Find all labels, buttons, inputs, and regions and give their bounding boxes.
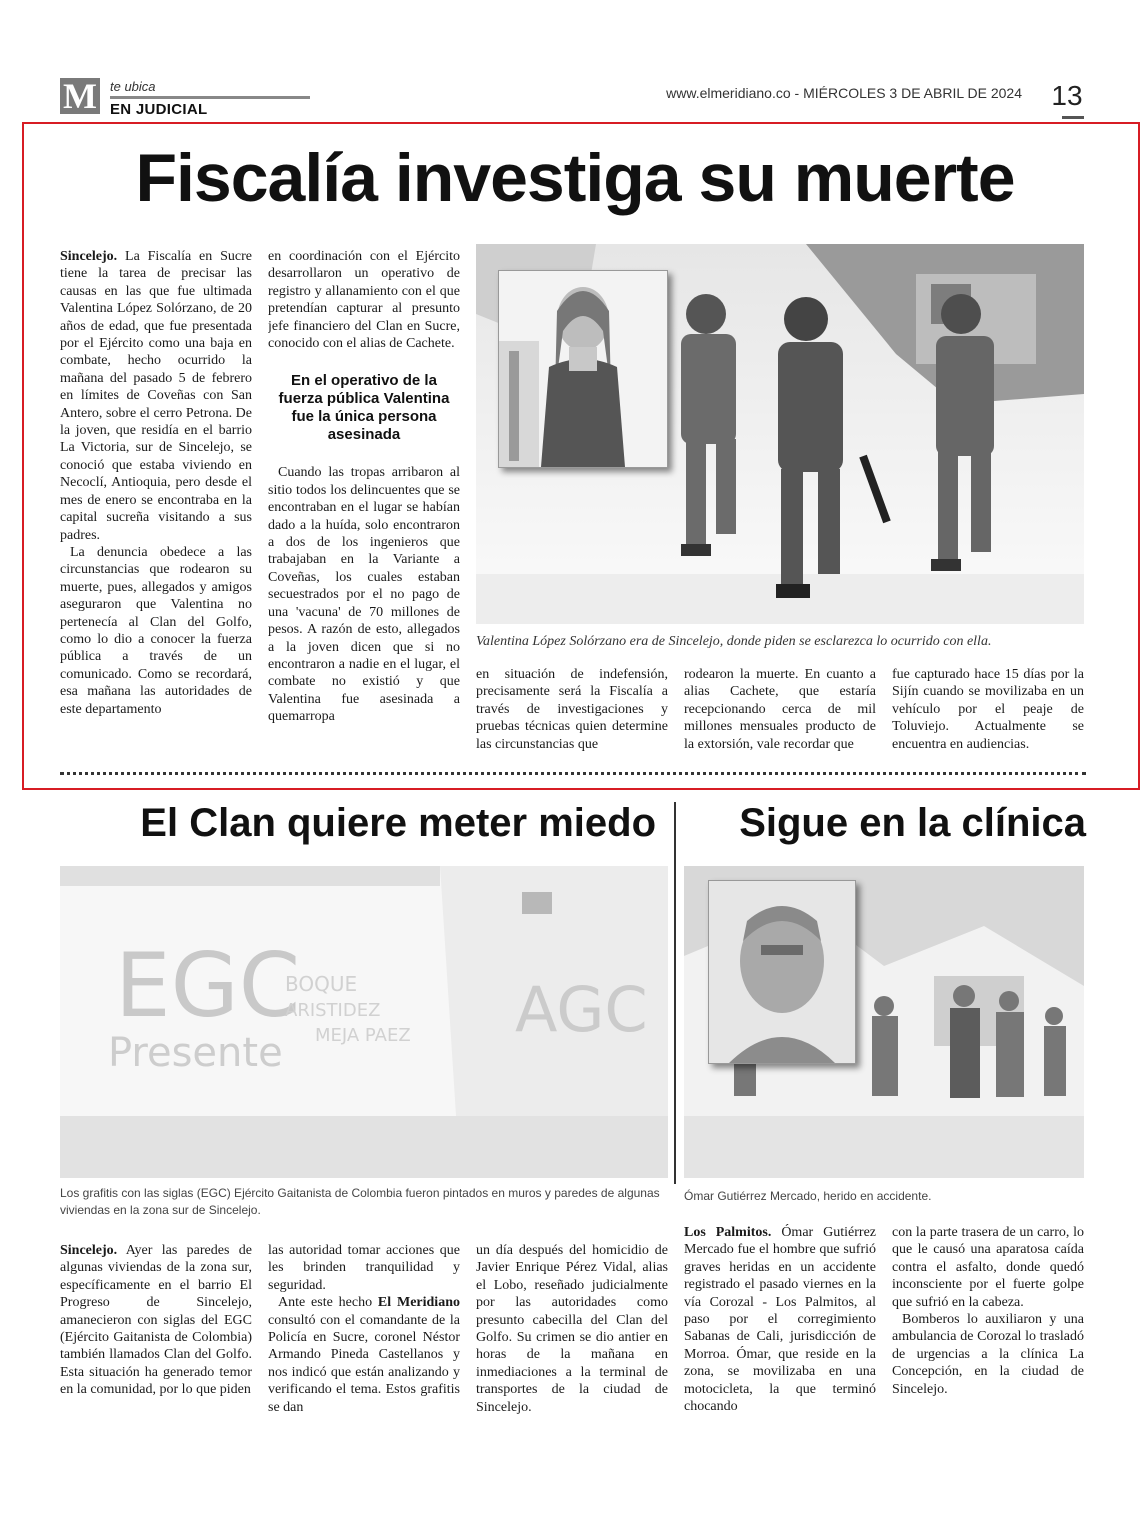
injured-man-portrait (708, 880, 856, 1064)
main-story-paragraph: La Fiscalía en Sucre tiene la tarea de precisar las causas en las que fue ultimada Valentina López Solórzano, de 20 años de edad, que fue presentada por el Ejército como una baja en combate, hecho ocurrido la mañana del pasado 5 de febrero en límites de Coveñas con San Antero, sobre el cerro Petrona. De la joven, que residía en el barrio La Victoria, sur de Sincelejo, se conoció que estaba viviendo en Necoclí, Antioquia, pero desde el mes de enero se encontraba en la capital sucreña visitando a sus padres. (60, 249, 252, 543)
dotted-divider (60, 772, 1086, 776)
main-story-column-3 (476, 666, 668, 766)
portrait-illustration (709, 881, 855, 1063)
clan-story-text: consultó con el comandante de la Policía en Sucre, coronel Néstor Armando Pineda Castellanos y nos indicó que están analizando y verificando el tema. Estos grafitis se dan (268, 1312, 460, 1415)
main-story-column-4 (684, 666, 876, 766)
main-headline: Fiscalía investiga su muerte (135, 140, 1015, 216)
clan-headline: El Clan quiere meter miedo (140, 801, 656, 845)
main-story-dateline: Sincelejo. (60, 249, 118, 264)
main-story-paragraph: en situación de indefensión, precisamente será la Fiscalía a través de investigaciones y pruebas técnicas quien determine las circunstancias que (476, 667, 668, 752)
clinic-story-paragraph: Bomberos lo auxiliaron y una ambulancia de Corozal lo trasladó de urgencias a la clínica La Concepción, en la ciudad de Sincelejo. (892, 1312, 1084, 1397)
graffiti-aristidez: ARISTIDEZ (285, 1000, 381, 1021)
clan-story-column-3 (476, 1242, 668, 1442)
section-name: EN JUDICIAL (110, 101, 208, 118)
main-story-paragraph: rodearon la muerte. En cuanto a alias Cachete, que estaría recepcionando cerca de mil millones mensuales producto de la extorsión, vale recordar que (684, 667, 876, 752)
main-story-paragraph: Cuando las tropas arribaron al sitio todos los delincuentes que se encontraban en el lugar se habían dado a la huída, solo encontraron a dos de los ingenieros que trabajaban en la Variante a Coveñas, los cuales estaban secuestrados por el no pago de una 'vacuna' de 70 millones de pesos. A razón de esto, allegados a la joven dicen que si no encontraron a nadie en el lugar, el combate no existió y que Valentina fue asesinada a quemarropa (268, 465, 460, 725)
clan-story-dateline: Sincelejo. (60, 1243, 118, 1258)
section-rule (110, 96, 310, 99)
clan-story-paragraph: Ayer las paredes de algunas viviendas de la zona sur, específicamente en el barrio El Progreso de Sincelejo, amanecieron con siglas del EGC (Ejército Gaitanista de Colombia) también llamados Clan del Golfo. Esta situación ha generado temor en la comunidad, por lo que piden (60, 1243, 252, 1398)
page-dateline: www.elmeridiano.co - MIÉRCOLES 3 DE ABRIL DE 2024 (666, 85, 1022, 101)
graffiti-photo (60, 866, 668, 1178)
clinic-story-column-1 (684, 1224, 876, 1434)
clan-story-text: Ante este hecho (278, 1295, 378, 1311)
clinic-story-paragraph: Ómar Gutiérrez Mercado fue el hombre que sufrió graves heridas en un accidente registrado el pasado viernes en la vía Corozal - Los Palmitos, al paso por el corregimiento Sabanas de Cali, jurisdicción de Morroa. Ómar, que reside en la zona, se movilizaba en una motocicleta, la que terminó chocando (684, 1225, 876, 1415)
clan-story-paragraph: las autoridad tomar acciones que les brinden tranquilidad y seguridad. (268, 1243, 460, 1293)
logo-tagline: te ubica (110, 79, 156, 94)
portrait-illustration (499, 271, 667, 467)
graffiti-photo-caption: Los grafitis con las siglas (EGC) Ejército Gaitanista de Colombia fueron pintados en muros y paredes de algunas viviendas en la zona sur de Sincelejo. (60, 1186, 660, 1217)
clinic-story-column-2 (892, 1224, 1084, 1434)
main-story-column-5 (892, 666, 1084, 766)
clinic-story-paragraph: con la parte trasera de un carro, lo que le causó una aparatosa caída contra el asfalto, donde quedó inconsciente por el fuerte golpe que sufrió en la cabeza. (892, 1225, 1084, 1310)
main-story-paragraph: fue capturado hace 15 días por la Sijín cuando se movilizaba en un vehículo por el peaje de Toluviejo. Actualmente se encuentra en audiencias. (892, 667, 1084, 752)
page-number-rule (1062, 116, 1084, 119)
graffiti-presente: Presente (108, 1030, 283, 1076)
column-divider (674, 802, 676, 1184)
graffiti-meja-paez: MEJA PAEZ (315, 1025, 411, 1046)
clan-story-paragraph: un día después del homicidio de Javier Enrique Pérez Vidal, alias el Lobo, reseñado judicialmente por las autoridades como presunto cabecilla del Clan del Golfo. Su crimen se dio antier en horas de la mañana en inmediaciones a la terminal de transportes de la ciudad de Sincelejo. (476, 1243, 668, 1415)
clan-story-column-2 (268, 1242, 460, 1442)
accident-photo-caption: Ómar Gutiérrez Mercado, herido en accidente. (684, 1189, 932, 1203)
main-story-column-2 (268, 248, 460, 766)
graffiti-egc: EGC (115, 934, 301, 1037)
pull-quote: En el operativo de la fuerza pública Valentina fue la única persona asesinada (278, 372, 450, 444)
main-story-paragraph: en coordinación con el Ejército desarrollaron un operativo de registro y allanamiento con el que pretendían capturar al presunto jefe financiero del Clan en Sucre, conocido con el alias de Cachete. (268, 249, 460, 352)
graffiti-agc: AGC (515, 973, 648, 1046)
graffiti-illustration (60, 866, 668, 1178)
newspaper-logo: M (60, 78, 100, 114)
graffiti-bloque: BOQUE (285, 972, 358, 996)
victim-portrait (498, 270, 668, 468)
page-number: 13 (1051, 80, 1083, 111)
main-photo-caption: Valentina López Solórzano era de Sincelejo, donde piden se esclarezca lo ocurrido con ella. (476, 634, 992, 649)
newspaper-name: El Meridiano (377, 1295, 460, 1311)
clinic-headline: Sigue en la clínica (739, 801, 1086, 845)
main-story-column-1 (60, 248, 252, 766)
clinic-story-dateline: Los Palmitos. (684, 1225, 772, 1240)
main-story-paragraph: La denuncia obedece a las circunstancias que rodearon su muerte, pues, allegados y amigos aseguraron que Valentina no pertenecía al Clan del Golfo, como lo dio a conocer la fuerza pública a través de un comunicado. Como se recordará, esa mañana las autoridades de este departamento (60, 544, 252, 717)
clan-story-column-1 (60, 1242, 252, 1442)
